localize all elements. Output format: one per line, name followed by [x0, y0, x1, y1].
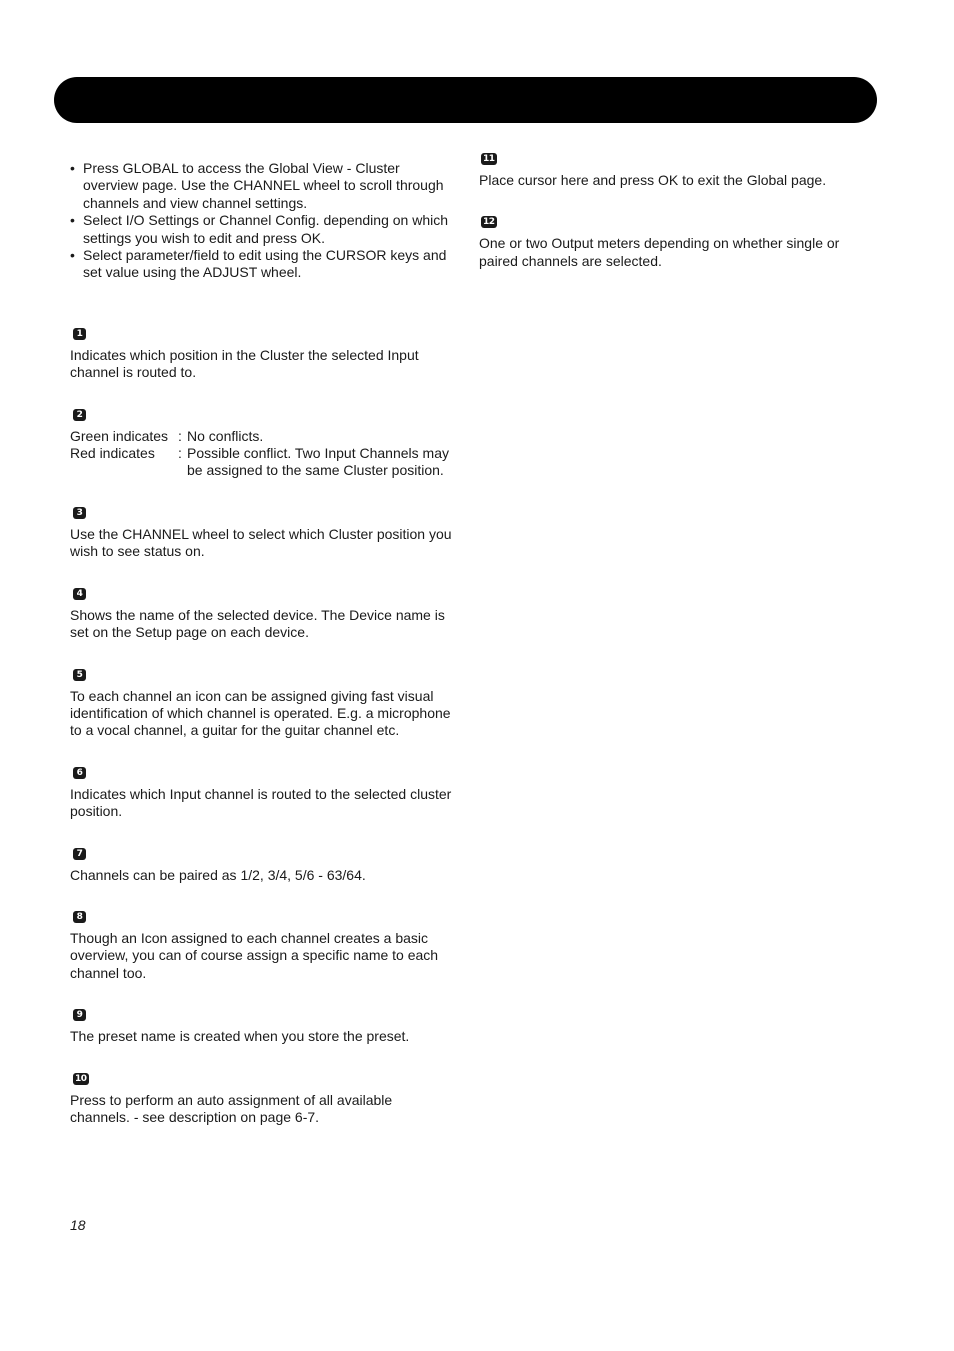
number-badge-icon: 1	[73, 328, 86, 340]
item-description: Indicates which Input channel is routed to the selected cluster position.	[70, 785, 452, 820]
item-description: One or two Output meters depending on whether single or paired channels are selected.	[479, 235, 840, 269]
indicator-row-red: Red indicates : Possible conflict. Two Input Channels may be assigned to the same Cluster position.	[70, 445, 449, 479]
item-description: To each channel an icon can be assigned giving fast visual identification of which channel is operated. E.g. a microphone to a vocal channel, a guitar for the guitar channel etc.	[70, 687, 451, 739]
page-number: 18	[70, 1217, 86, 1233]
indicator-row-green: Green indicates : No conflicts.	[70, 427, 264, 444]
bullet-icon: •	[70, 212, 75, 229]
number-badge-icon: 4	[73, 588, 86, 600]
number-badge-icon: 7	[73, 848, 86, 860]
number-badge-icon: 2	[73, 409, 86, 421]
number-badge-icon: 9	[73, 1009, 86, 1021]
right-column	[479, 150, 869, 270]
item-4	[70, 585, 454, 642]
bullet-icon: •	[70, 160, 75, 176]
left-column	[70, 160, 454, 1126]
item-3	[70, 504, 454, 561]
number-badge-icon: 12	[483, 217, 495, 228]
header-bar	[54, 77, 877, 123]
item-11	[479, 150, 869, 189]
item-5	[70, 666, 454, 740]
item-10	[70, 1070, 454, 1127]
item-9	[70, 1006, 454, 1045]
item-8	[70, 908, 454, 982]
item-1	[70, 325, 454, 382]
item-description: Though an Icon assigned to each channel creates a basic overview, you can of course assign a specific name to each channel too.	[70, 929, 439, 981]
indicator-table	[70, 428, 454, 480]
item-12	[479, 213, 869, 270]
item-description: Indicates which position in the Cluster the selected Input channel is routed to.	[70, 346, 419, 381]
item-description: Use the CHANNEL wheel to select which Cluster position you wish to see status on.	[70, 525, 452, 560]
number-badge-icon: 5	[73, 669, 86, 681]
instruction-item: • Select I/O Settings or Channel Config. depending on which settings you wish to edit and press OK.	[70, 212, 449, 246]
instruction-list	[70, 160, 454, 282]
bullet-icon: •	[70, 247, 75, 264]
number-badge-icon: 8	[73, 911, 86, 923]
number-badge-icon: 3	[73, 507, 86, 519]
item-description: Channels can be paired as 1/2, 3/4, 5/6 - 63/64.	[70, 866, 366, 883]
number-badge-icon: 6	[73, 767, 86, 779]
instruction-item: • Press GLOBAL to access the Global View - Cluster overview page. Use the CHANNEL wheel to scroll through channels and view channel settings.	[70, 160, 444, 211]
item-description: Place cursor here and press OK to exit the Global page.	[479, 172, 827, 188]
item-description: The preset name is created when you store the preset.	[70, 1028, 410, 1045]
item-description: Press to perform an auto assignment of all available channels. - see description on page 6-7.	[70, 1091, 393, 1125]
item-description: Shows the name of the selected device. The Device name is set on the Setup page on each device.	[70, 606, 445, 641]
item-2	[70, 406, 454, 480]
number-badge-icon: 10	[75, 1073, 87, 1084]
item-7	[70, 845, 454, 884]
number-badge-icon: 11	[483, 154, 495, 164]
instruction-item: • Select parameter/field to edit using the CURSOR keys and set value using the ADJUST wheel.	[70, 247, 447, 281]
item-6	[70, 764, 454, 821]
